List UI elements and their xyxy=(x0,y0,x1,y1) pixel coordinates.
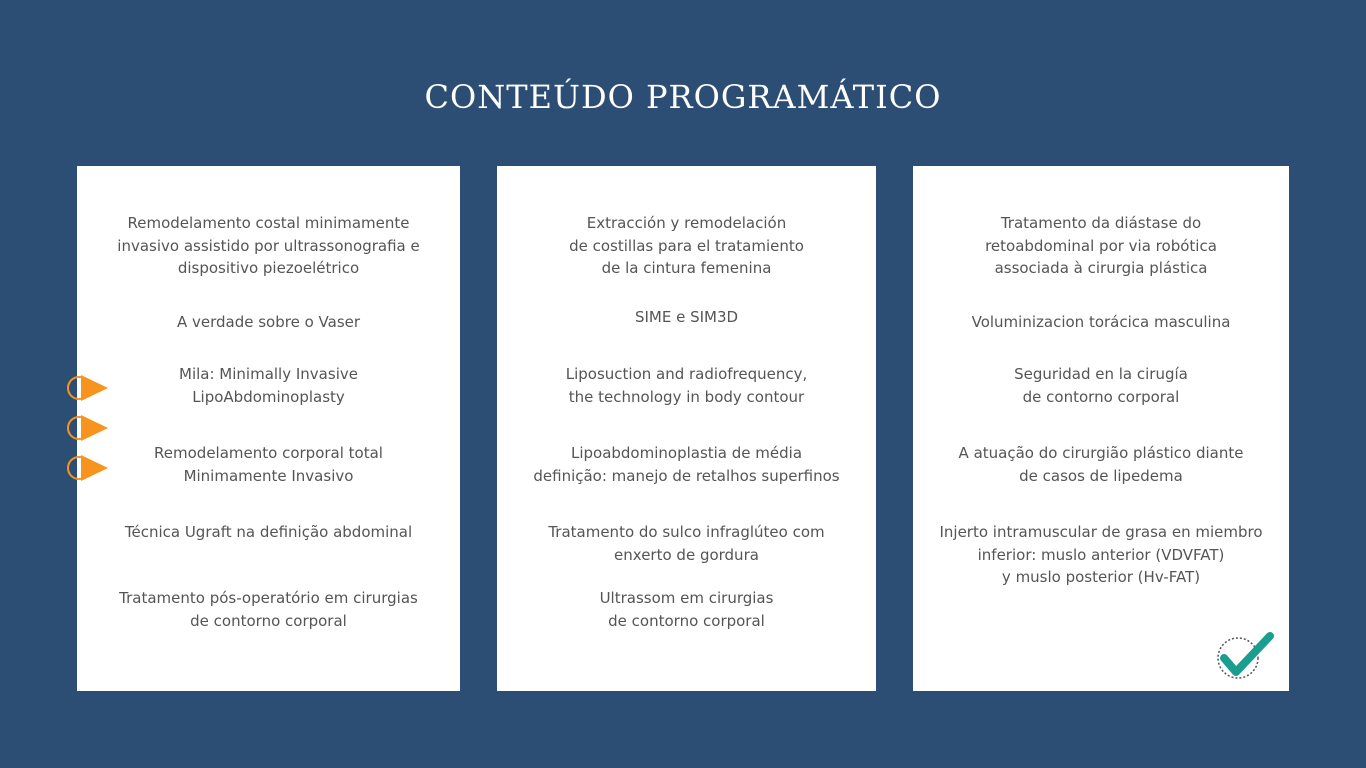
list-item: A verdade sobre o Vaser xyxy=(176,313,361,331)
list-item: Remodelamento costal minimamente invasivo assistido por ultrassonografia e dispositivo piezoelétrico xyxy=(117,214,420,277)
list-item: SIME e SIM3D xyxy=(634,308,739,326)
arrow-right-icon xyxy=(65,372,111,404)
page-title: CONTEÚDO PROGRAMÁTICO xyxy=(424,78,942,116)
list-item: Ultrassom em cirurgias de contorno corporal xyxy=(599,589,774,630)
list-item: Tratamento da diástase do retoabdominal por via robótica associada à cirurgia plástica xyxy=(985,214,1217,277)
content-card-2 xyxy=(497,166,876,691)
list-item: Tratamento do sulco infraglúteo com enxerto de gordura xyxy=(548,523,825,564)
list-item: Técnica Ugraft na definição abdominal xyxy=(124,523,413,541)
list-item: Liposuction and radiofrequency, the technology in body contour xyxy=(565,365,808,406)
list-item: Seguridad en la cirugía de contorno corporal xyxy=(1014,365,1188,406)
content-card-3 xyxy=(913,166,1289,691)
list-item: Tratamento pós-operatório em cirurgias de contorno corporal xyxy=(119,589,418,630)
content-card-1 xyxy=(77,166,460,691)
list-item: Lipoabdominoplastia de média definição: manejo de retalhos superfinos xyxy=(533,444,840,485)
list-item: Voluminizacion torácica masculina xyxy=(971,313,1231,331)
list-item: Extracción y remodelación de costillas para el tratamiento de la cintura femenina xyxy=(569,214,804,277)
arrow-right-icon xyxy=(65,412,111,444)
list-item: Mila: Minimally Invasive LipoAbdominoplasty xyxy=(179,365,358,406)
list-item: Remodelamento corporal total Minimamente Invasivo xyxy=(154,444,383,485)
checkmark-icon xyxy=(1214,630,1274,684)
list-item: A atuação do cirurgião plástico diante de casos de lipedema xyxy=(958,444,1244,485)
list-item: Injerto intramuscular de grasa en miembro inferior: muslo anterior (VDVFAT) y muslo posterior (Hv-FAT) xyxy=(939,523,1263,586)
arrow-right-icon xyxy=(65,452,111,484)
